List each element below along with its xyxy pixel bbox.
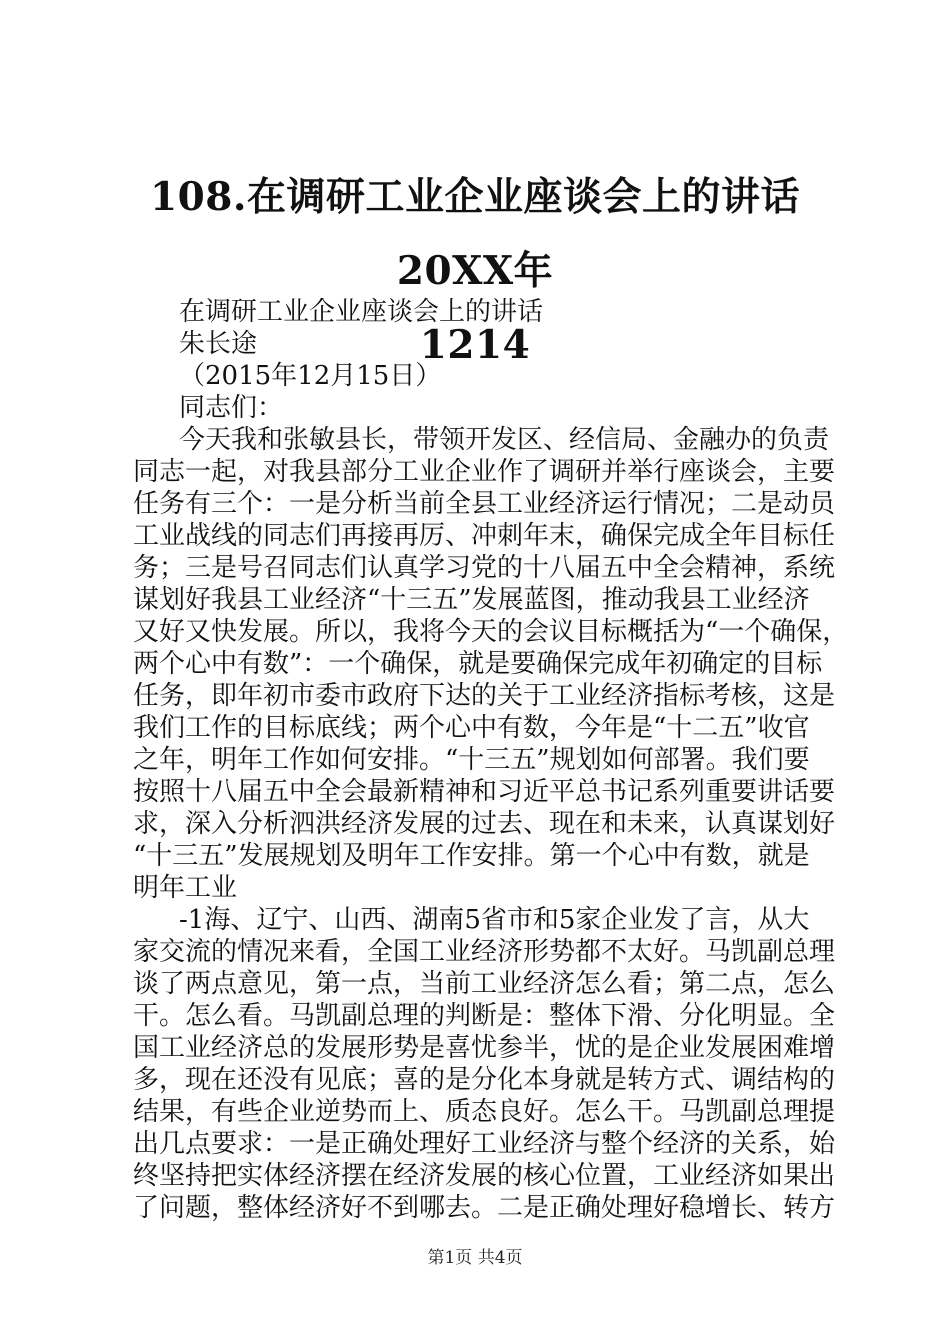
text-line: 多，现在还没有见底；喜的是分化本身就是转方式、调结构的 [133, 1065, 836, 1095]
speaker-name: 朱长途 [179, 329, 258, 359]
text-line: 务；三是号召同志们认真学习党的十八届五中全会精神，系统 [133, 553, 836, 583]
text-line: 任务，即年初市委市政府下达的关于工业经济指标考核，这是 [133, 681, 836, 711]
text-line: 任务有三个：一是分析当前全县工业经济运行情况；二是动员 [133, 489, 836, 519]
text-line: 今天我和张敏县长，带领开发区、经信局、金融办的负责 [179, 425, 830, 455]
paragraph-1 [133, 424, 849, 904]
salutation: 同志们： [179, 393, 284, 423]
text-line: 明年工业 [133, 873, 238, 903]
paragraph-2 [133, 904, 836, 1224]
text-line: 工业战线的同志们再接再厉、冲刺年末，确保完成全年目标任 [133, 521, 836, 551]
text-line: 我们工作的目标底线；两个心中有数，今年是“十二五”收官 [133, 713, 810, 743]
text-line: 干。怎么看。马凯副总理的判断是：整体下滑、分化明显。全 [133, 1001, 836, 1031]
text-line: 谈了两点意见，第一点，当前工业经济怎么看；第二点，怎么 [133, 969, 836, 999]
document-body [133, 296, 849, 1224]
text-line: 家交流的情况来看，全国工业经济形势都不太好。马凯副总理 [133, 937, 836, 967]
title-line: 108.在调研工业企业座谈会上的讲话20XX年 [150, 174, 800, 294]
speech-date: （2015年12月15日） [179, 361, 442, 391]
text-line: 同志一起，对我县部分工业企业作了调研并举行座谈会，主要 [133, 457, 836, 487]
speech-title: 在调研工业企业座谈会上的讲话 [179, 297, 544, 327]
text-line: 之年，明年工作如何安排。“十三五”规划如何部署。我们要 [133, 745, 810, 775]
text-line: 结果，有些企业逆势而上、质态良好。怎么干。马凯副总理提 [133, 1097, 836, 1127]
text-line: 了问题，整体经济好不到哪去。二是正确处理好稳增长、转方 [133, 1193, 836, 1223]
title-line: 1214 [419, 322, 531, 368]
text-line: 出几点要求：一是正确处理好工业经济与整个经济的关系，始 [133, 1129, 836, 1159]
text-line: 终坚持把实体经济摆在经济发展的核心位置，工业经济如果出 [133, 1161, 836, 1191]
text-line: 又好又快发展。所以，我将今天的会议目标概括为“一个确保， [133, 617, 849, 647]
text-line: 谋划好我县工业经济“十三五”发展蓝图，推动我县工业经济 [133, 585, 810, 615]
text-line: 两个心中有数”：一个确保，就是要确保完成年初确定的目标 [133, 649, 823, 679]
text-line: 按照十八届五中全会最新精神和习近平总书记系列重要讲话要 [133, 777, 836, 807]
text-line: “十三五”发展规划及明年工作安排。第一个心中有数，就是 [133, 841, 810, 871]
page-number: 第1页 共4页 [427, 1248, 523, 1268]
text-line: 求，深入分析泗洪经济发展的过去、现在和未来，认真谋划好 [133, 809, 836, 839]
text-line: 国工业经济总的发展形势是喜忧参半，忧的是企业发展困难增 [133, 1033, 836, 1063]
text-line: -1海、辽宁、山西、湖南5省市和5家企业发了言，从大 [179, 905, 810, 935]
